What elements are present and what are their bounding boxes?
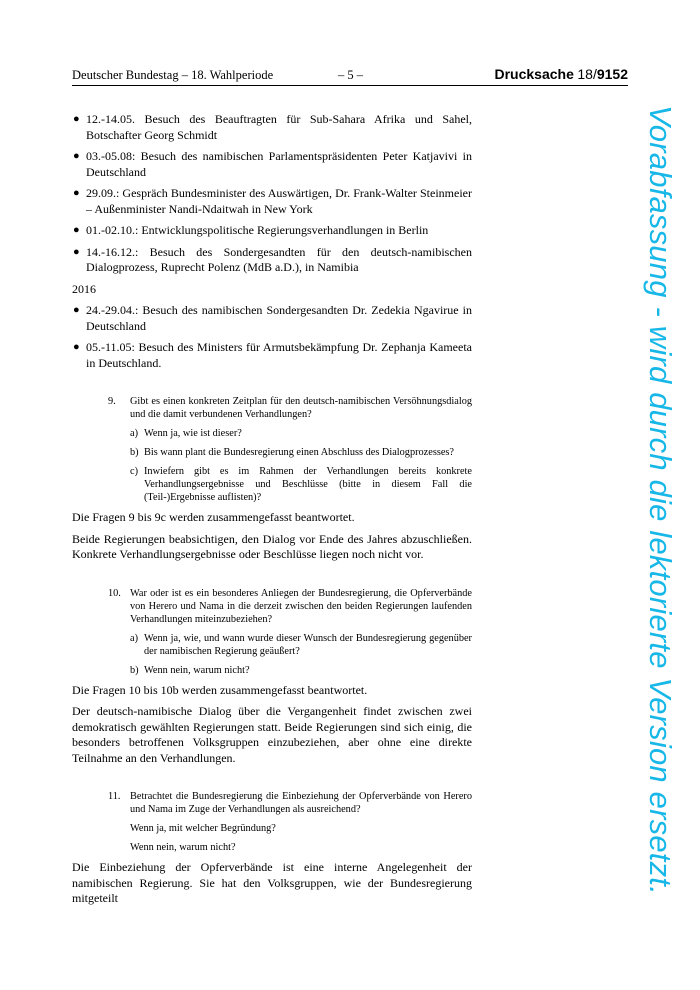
bullet-icon: ● — [73, 341, 80, 353]
question-number: 11. — [108, 791, 121, 802]
subquestion-text: Wenn nein, warum nicht? — [144, 664, 250, 676]
list-item-text: 29.09.: Gespräch Bundesminister des Auswärtigen, Dr. Frank-Walter Steinmeier – Außenminister Nandi-Ndaitwah in New York — [86, 186, 472, 216]
list-item — [72, 112, 472, 143]
question-text: War oder ist es ein besonderes Anliegen der Bundesregierung, die Opferverbände von Herero und Nama in die derzeit zwischen den beiden Regierungen laufenden Verhandlungen miteinzubeziehen? — [130, 587, 472, 625]
drucksache-prefix: 18/ — [577, 66, 597, 82]
bullet-icon: ● — [73, 245, 80, 258]
question-number: 10. — [108, 587, 121, 599]
list-item-text: 24.-29.04.: Besuch des namibischen Sondergesandten Dr. Zedekia Ngavirue in Deutschland — [86, 303, 472, 333]
answer-10-intro: Die Fragen 10 bis 10b werden zusammengefasst beantwortet. — [72, 682, 368, 697]
list-item-text: 01.-02.10.: Entwicklungspolitische Regierungsverhandlungen in Berlin — [86, 223, 429, 237]
subquestion-text: Wenn ja, wie, und wann wurde dieser Wunsch der Bundesregierung gegenüber der namibischen Regierung geäußert? — [144, 632, 472, 657]
bullet-icon: ● — [73, 304, 80, 316]
watermark-text: Vorabfassung - wird durch die lektorierte Version ersetzt. — [643, 105, 678, 895]
bullet-icon: ● — [73, 150, 80, 162]
answer-9-text: Beide Regierungen beabsichtigen, den Dialog vor Ende des Jahres abzuschließen. Konkrete Verhandlungsergebnisse oder Beschlüsse liegen noch nicht vor. — [72, 531, 472, 561]
drucksache-label: Drucksache — [494, 66, 574, 82]
drucksache-number — [495, 66, 629, 82]
bullet-icon: ● — [73, 224, 80, 236]
list-item — [72, 340, 472, 371]
answer-9-intro: Die Fragen 9 bis 9c werden zusammengefasst beantwortet. — [72, 510, 355, 524]
question-9 — [108, 395, 472, 504]
list-item — [72, 186, 472, 217]
answer-10-text: Der deutsch-namibische Dialog über die Vergangenheit findet zwischen zwei demokratisch gewählten Regierungen statt. Beide Regierungen sind sich einig, die besonders betroffenen Volksgruppen einzubeziehen, aber ohne eine direkte Teilnahme an den Verhandlungen. — [72, 704, 472, 765]
bullet-icon: ● — [73, 187, 80, 199]
subquestion-label: b) — [130, 664, 139, 676]
list-item-text: 05.-11.05: Besuch des Ministers für Armutsbekämpfung Dr. Zephanja Kameeta in Deutschland. — [86, 340, 472, 370]
question-line: Wenn nein, warum nicht? — [130, 842, 236, 853]
page-header — [72, 66, 628, 86]
drucksache-id: 9152 — [596, 66, 628, 82]
question-10 — [108, 587, 472, 677]
header-title: Deutscher Bundestag – 18. Wahlperiode — [72, 68, 274, 82]
main-content — [72, 112, 472, 913]
subquestion-label: a) — [130, 632, 138, 644]
list-item-text: 14.-16.12.: Besuch des Sondergesandten für den deutsch-namibischen Dialogprozess, Ruprecht Polenz (MdB a.D.), in Namibia — [86, 244, 472, 274]
list-item — [72, 245, 472, 276]
subquestion-text: Inwiefern gibt es im Rahmen der Verhandlungen bereits konkrete Verhandlungsergebnisse und Beschlüsse (bitte in diesem Fall die (Teil-)Ergebnisse auflisten)? — [144, 466, 472, 503]
list-item — [72, 303, 472, 334]
bullet-icon: ● — [73, 113, 80, 125]
list-item — [72, 149, 472, 180]
bullet-list-2016 — [72, 303, 472, 371]
year-heading: 2016 — [72, 281, 96, 296]
header-rule — [72, 85, 628, 86]
question-11 — [108, 790, 472, 854]
list-item — [72, 223, 472, 239]
list-item-text: 03.-05.08: Besuch des namibischen Parlamentspräsidenten Peter Katjavivi in Deutschland — [86, 149, 472, 179]
subquestion-label: c) — [130, 466, 138, 477]
subquestion-text: Wenn ja, wie ist dieser? — [144, 428, 242, 439]
bullet-list-2015 — [72, 112, 472, 276]
answer-11-text: Die Einbeziehung der Opferverbände ist eine interne Angelegenheit der namibischen Regierung. Sie hat den Volksgruppen, wie der Bundesregierung mitgeteilt — [72, 860, 472, 905]
question-line: Wenn ja, mit welcher Begründung? — [130, 823, 276, 834]
question-text: Gibt es einen konkreten Zeitplan für den deutsch-namibischen Versöhnungsdialog und die damit verbundenen Verhandlungen? — [130, 396, 472, 420]
list-item-text: 12.-14.05. Besuch des Beauftragten für Sub-Sahara Afrika und Sahel, Botschafter Georg Schmidt — [86, 112, 472, 142]
subquestion-label: b) — [130, 447, 139, 458]
question-text: Betrachtet die Bundesregierung die Einbeziehung der Opferverbände von Herero und Nama im Zuge der Verhandlungen als ausreichend? — [130, 791, 472, 815]
subquestion-text: Bis wann plant die Bundesregierung einen Abschluss des Dialogprozesses? — [144, 447, 454, 458]
question-number: 9. — [108, 396, 116, 407]
subquestion-label: a) — [130, 428, 138, 439]
page-number: – 5 – — [338, 68, 363, 82]
